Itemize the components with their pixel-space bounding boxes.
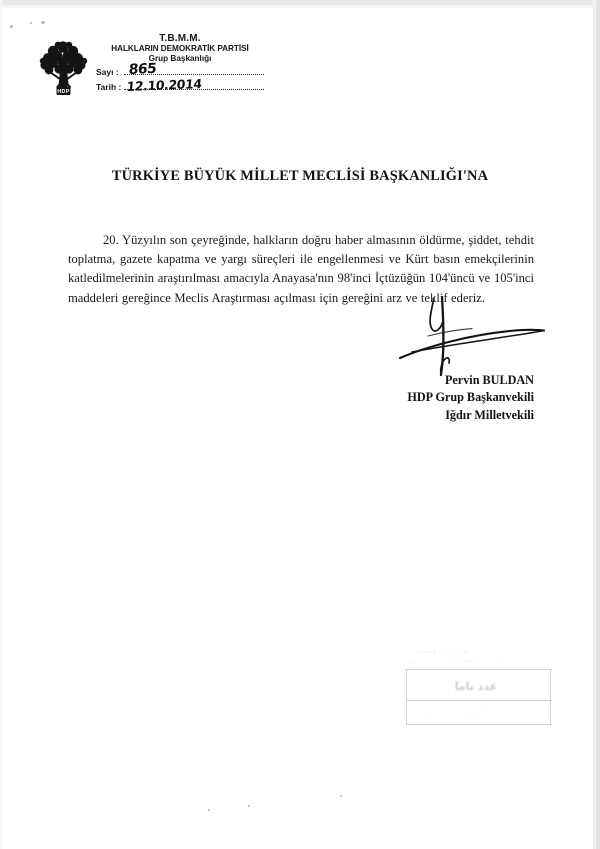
stamp-noise-row: . · · ·· ·· · ·· ·· · ·· ···	[414, 704, 490, 710]
stamp-core-text: عدد ناما	[454, 680, 498, 693]
stamp-border-top	[406, 669, 552, 670]
scan-right-edge-artifact-soft	[593, 0, 596, 849]
scan-speck	[30, 22, 32, 24]
letterhead	[36, 33, 266, 101]
letterhead-institution: T.B.M.M.	[159, 33, 201, 44]
scan-speck	[10, 25, 13, 28]
sayi-handwritten-value: 865	[128, 60, 157, 78]
scan-top-edge-artifact-soft	[0, 5, 600, 8]
letterhead-party-name: HALKLARIN DEMOKRATİK PARTİSİ	[111, 44, 249, 53]
stamp-noise-row: --. ·· - · ·· ·.· ·.·-~·· · ·· - · ·· ·	[408, 659, 518, 665]
tarih-handwritten-value: 12.10.2014	[126, 76, 203, 94]
letterhead-text	[94, 33, 266, 94]
stamp-noise-row: · · · ·· · ·· ·· · ·· ·	[410, 673, 473, 679]
svg-text:HDP: HDP	[57, 89, 70, 96]
scan-speck	[41, 21, 45, 24]
scan-right-edge-artifact	[596, 0, 600, 849]
faint-stamp-imprint	[404, 648, 554, 732]
letterhead-office: Grup Başkanlığı	[148, 54, 212, 63]
stamp-noise-row: · · · ,· · · · · · ·,·:·	[412, 714, 478, 720]
stamp-border-right	[550, 669, 551, 725]
handwritten-signature-icon	[398, 296, 548, 378]
letterhead-field-tarih	[94, 76, 266, 94]
signatory-role: HDP Grup Başkanvekili	[407, 390, 534, 405]
signature-block	[334, 372, 534, 424]
hdp-tree-logo-icon	[36, 37, 92, 97]
tarih-label: Tarih :	[96, 82, 122, 92]
stamp-border-bottom	[406, 724, 552, 725]
stamp-border-mid	[406, 700, 552, 701]
scan-speck	[248, 805, 250, 807]
scan-speck	[340, 795, 342, 797]
signatory-name: Pervin BULDAN	[444, 373, 534, 387]
scan-speck	[208, 809, 210, 811]
stamp-noise-row: · · ·,·:·~·٠ ،.ا ,·.· ·.·, ·. ···ا	[412, 650, 474, 656]
document-body-paragraph: 20. Yüzyılın son çeyreğinde, halkların doğru haber almasının öldürme, şiddet, tehdit toplatma, gazete kapatma ve yargı süreçleri ile engellenmesi ve Kürt basın emekçilerinin katledilmelerinin araştırılması amacıyla Anayasa'nın 98'inci İçtüzüğün 104'üncü ve 105'inci maddeleri gereğince Meclis Araştırması açılması için gereğini arz ve teklif ederiz.	[68, 233, 534, 305]
stamp-border-left	[406, 669, 407, 725]
sayi-label: Sayı :	[96, 67, 119, 77]
signatory-constituency: Iğdır Milletvekili	[445, 407, 534, 422]
scan-left-edge-artifact	[0, 0, 2, 849]
document-title: TÜRKİYE BÜYÜK MİLLET MECLİSİ BAŞKANLIĞI'NA	[111, 168, 489, 184]
